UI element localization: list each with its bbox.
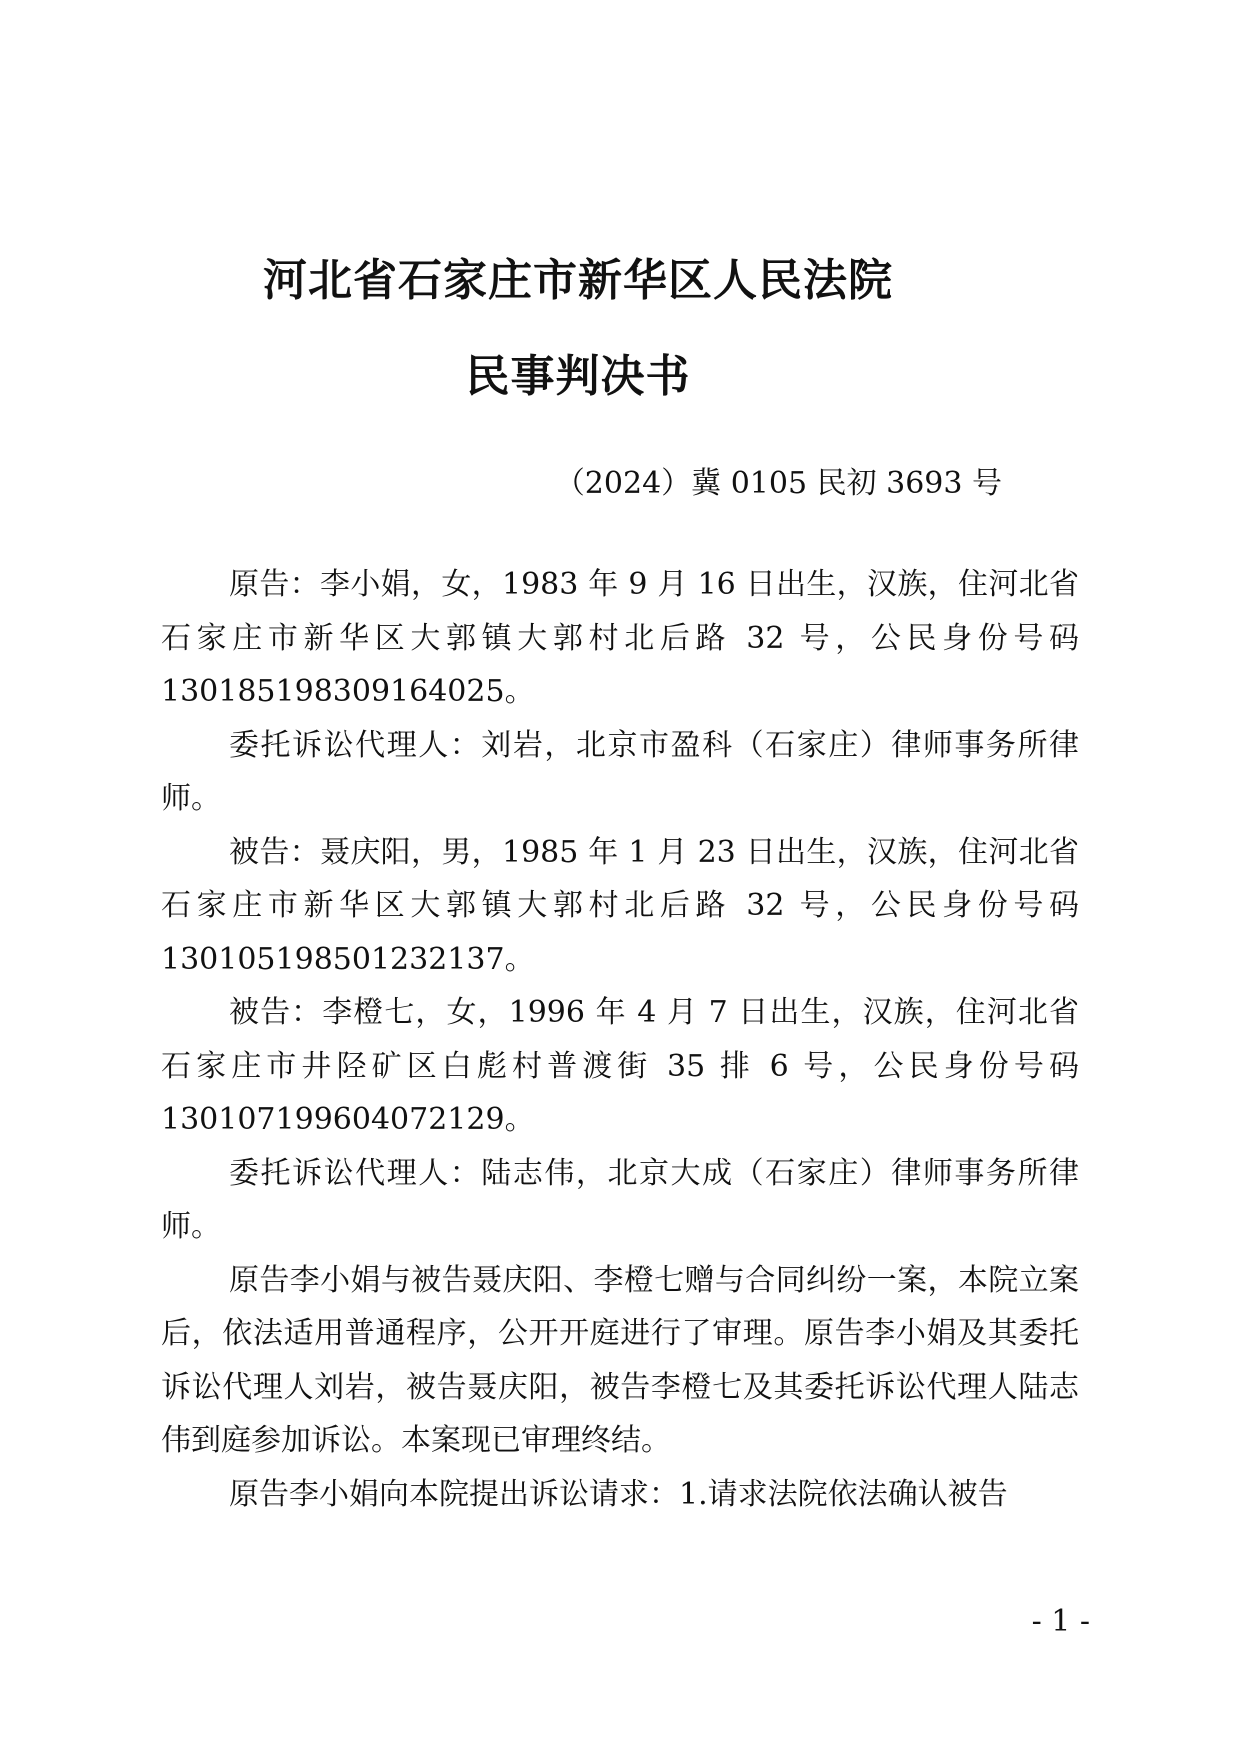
paragraph-plaintiff-agent: 委托诉讼代理人：刘岩，北京市盈科（石家庄）律师事务所律师。 xyxy=(161,727,1079,816)
court-name-title: 河北省石家庄市新华区人民法院 xyxy=(263,255,893,306)
paragraph-defendant-1: 被告：聂庆阳，男，1985 年 1 月 23 日出生，汉族，住河北省石家庄市新华区大郭镇大郭村北后路 32 号，公民身份号码130105198501232137。 xyxy=(161,834,1079,977)
paragraph-defendant-agent: 委托诉讼代理人：陆志伟，北京大成（石家庄）律师事务所律师。 xyxy=(161,1155,1079,1244)
paragraph-case-summary: 原告李小娟与被告聂庆阳、李橙七赠与合同纠纷一案，本院立案后，依法适用普通程序，公开开庭进行了审理。原告李小娟及其委托诉讼代理人刘岩，被告聂庆阳，被告李橙七及其委托诉讼代理人陆志伟到庭参加诉讼。本案现已审理终结。 xyxy=(161,1262,1079,1458)
page-number: - 1 - xyxy=(1031,1604,1090,1639)
paragraph-plaintiff: 原告：李小娟，女，1983 年 9 月 16 日出生，汉族，住河北省石家庄市新华区大郭镇大郭村北后路 32 号，公民身份号码130185198309164025。 xyxy=(161,567,1079,709)
paragraph-defendant-2: 被告：李橙七，女，1996 年 4 月 7 日出生，汉族，住河北省石家庄市井陉矿区白彪村普渡街 35 排 6 号，公民身份号码130107199604072129。 xyxy=(161,995,1079,1137)
case-number: （2024）冀 0105 民初 3693 号 xyxy=(554,466,1002,501)
paragraph-claims: 原告李小娟向本院提出诉讼请求：1.请求法院依法确认被告 xyxy=(229,1476,1008,1512)
document-body xyxy=(161,558,1079,1521)
document-type-title: 民事判决书 xyxy=(465,351,691,402)
